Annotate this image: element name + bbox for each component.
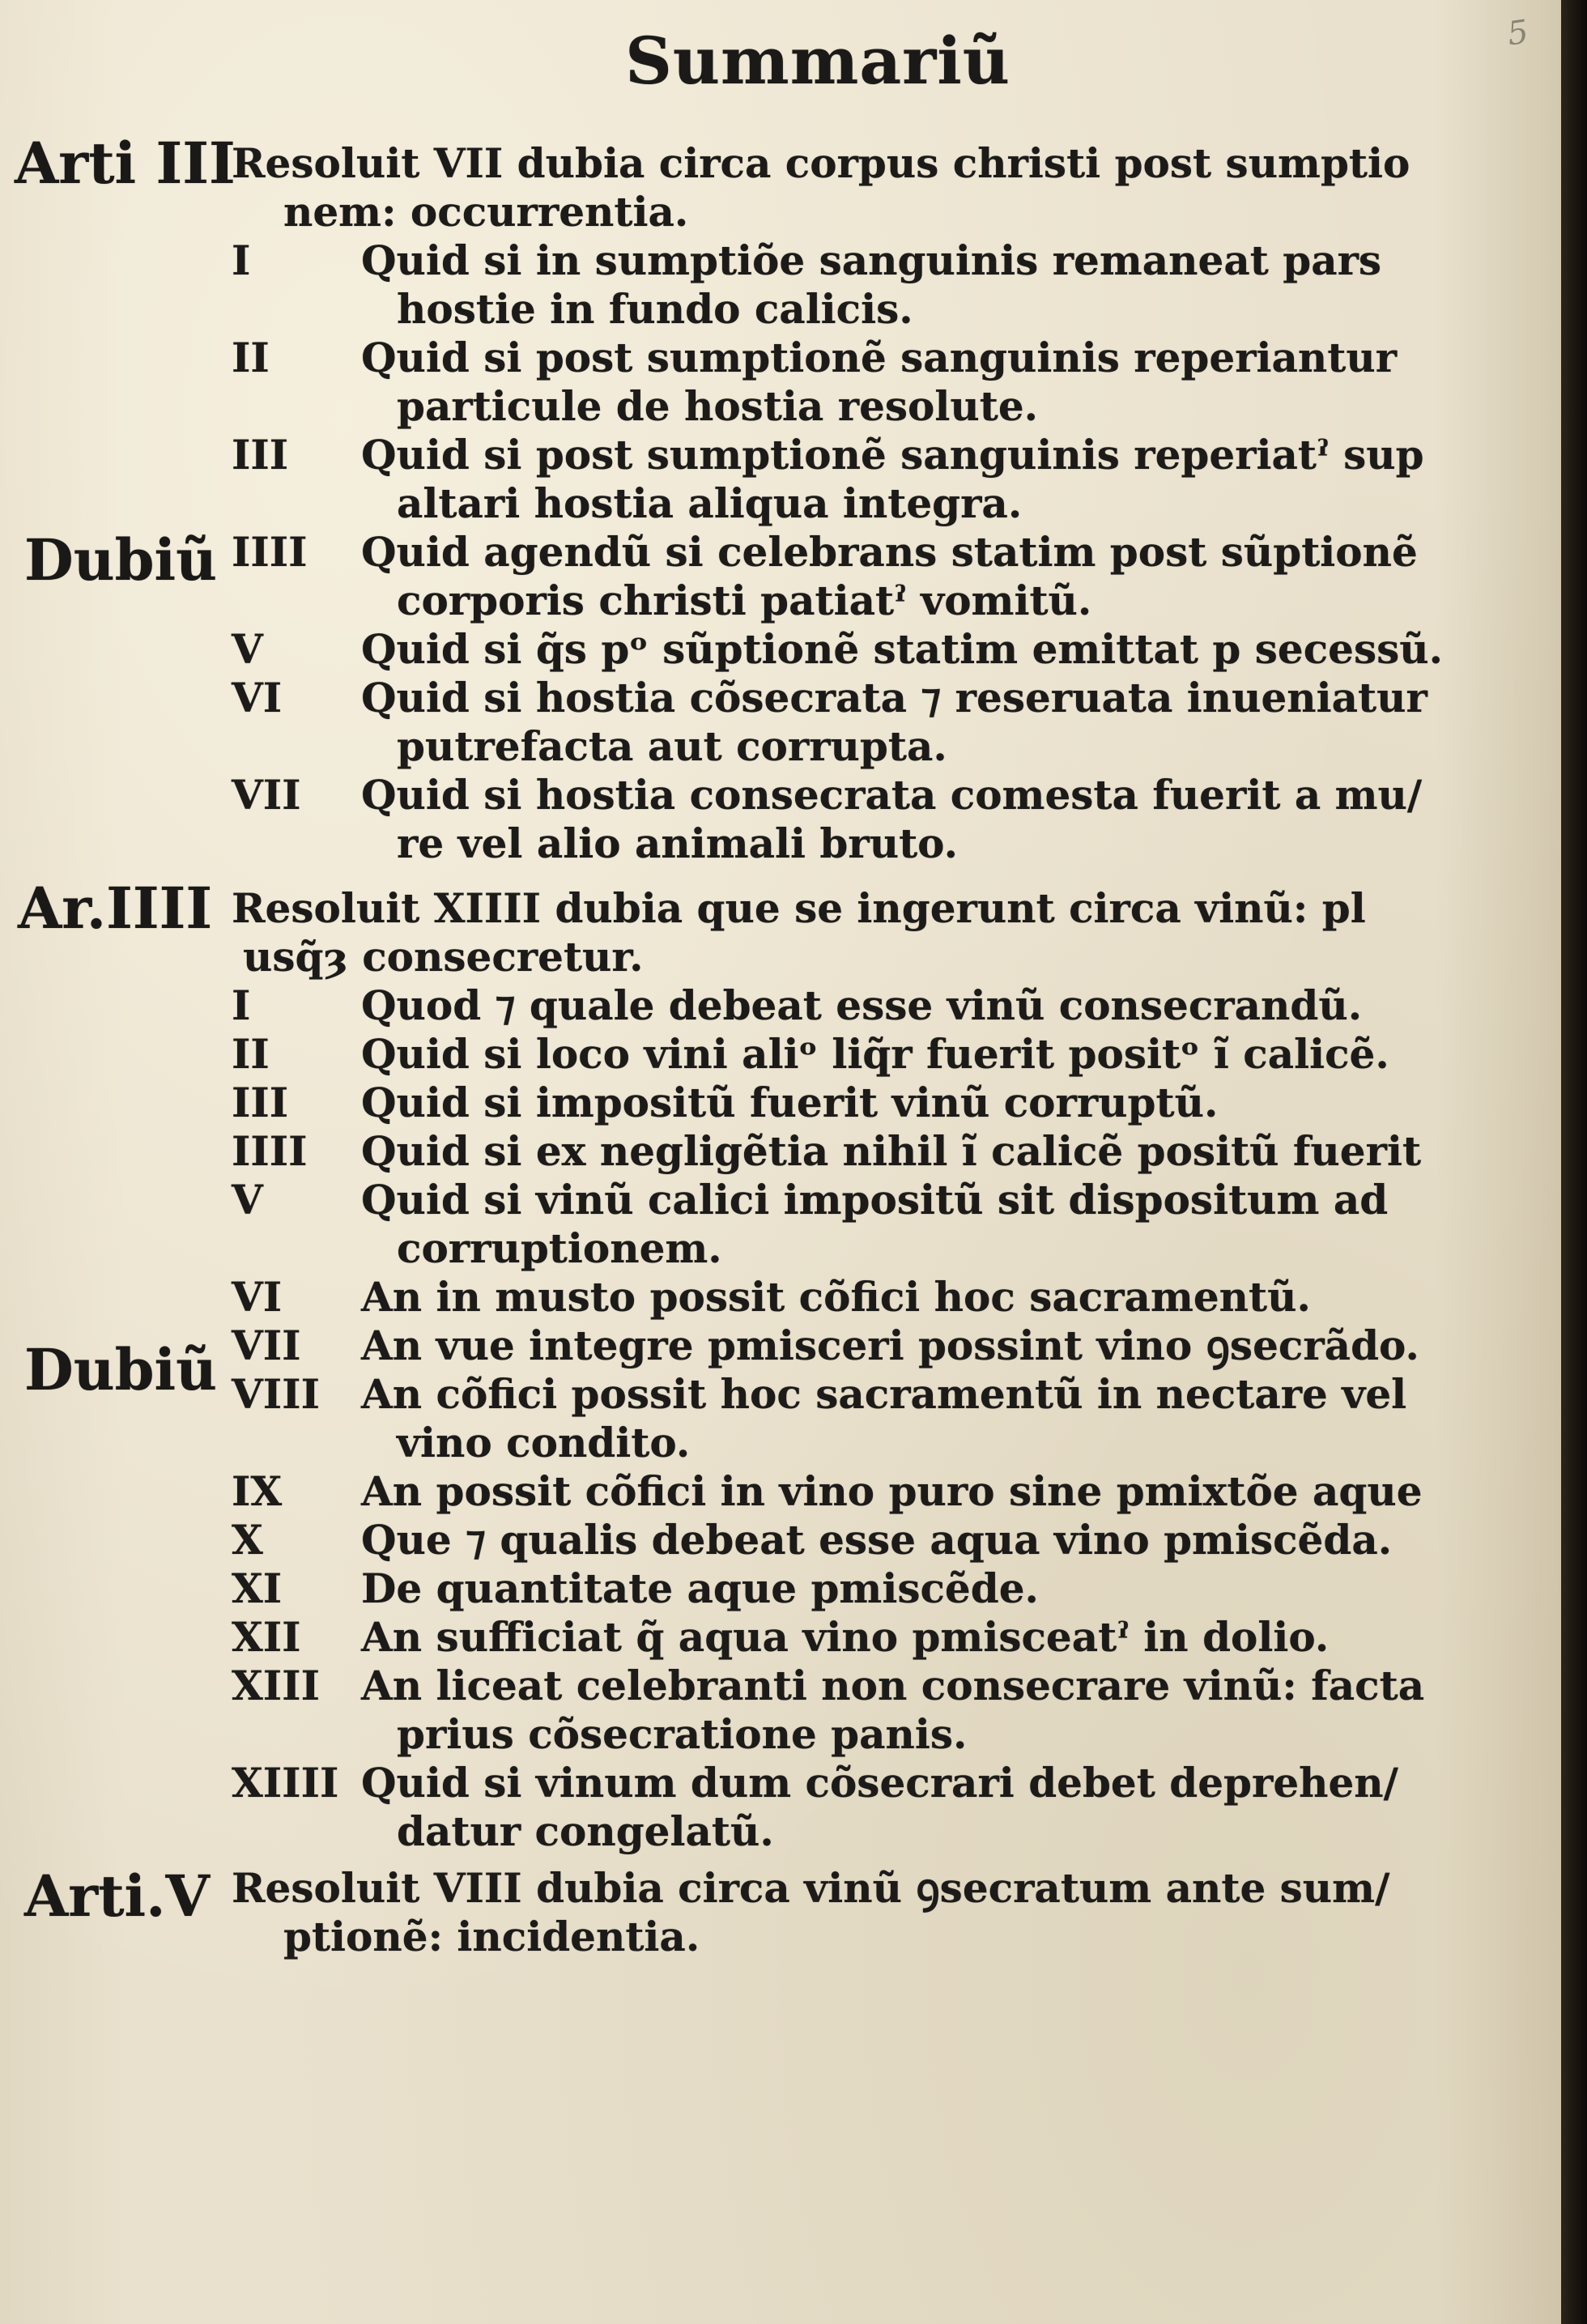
section-3-intro-line-1: Resoluit VIII dubia circa vinũ ꝯsecratum ante sum/ <box>232 1864 1390 1912</box>
item-number: I <box>232 236 251 284</box>
section-1-intro-line-1: Resoluit VII dubia circa corpus christi post sumptio <box>232 139 1410 187</box>
item-number: II <box>232 334 270 381</box>
section-3-intro-line-2: ptionẽ: incidentia. <box>283 1913 700 1960</box>
item-line: corporis christi patiatˀ vomitũ. <box>397 577 1092 624</box>
item-line: An cõfici possit hoc sacramentũ in nectare vel <box>361 1370 1407 1418</box>
item-line: prius cõsecratione panis. <box>397 1710 968 1758</box>
item-line: re vel alio animali bruto. <box>397 819 959 867</box>
item-number: IX <box>232 1467 283 1515</box>
page-heading: Summariũ <box>625 23 1010 99</box>
item-number: VI <box>232 1273 283 1321</box>
item-number: III <box>232 1079 289 1126</box>
item-line: corruptionem. <box>397 1224 722 1272</box>
item-line: Quid si impositũ fuerit vinũ corruptũ. <box>361 1079 1219 1126</box>
item-line: Que ⁊ qualis debeat esse aqua vino pmiscẽda. <box>361 1516 1393 1564</box>
item-number: XII <box>232 1613 301 1661</box>
folio-number: 5 <box>1504 13 1531 53</box>
item-number: IIII <box>232 528 308 576</box>
item-number: VIII <box>232 1370 320 1418</box>
item-line: altari hostia aliqua integra. <box>397 479 1023 527</box>
item-line: An sufficiat q̃ aqua vino pmisceatˀ in dolio. <box>361 1613 1330 1661</box>
item-number: II <box>232 1030 270 1078</box>
item-number: VII <box>232 771 301 819</box>
item-line: particule de hostia resolute. <box>397 382 1039 430</box>
section-2-intro-line-1: Resoluit XIIII dubia que se ingerunt circa vinũ: pl <box>232 884 1366 932</box>
item-line: Quid si hostia consecrata comesta fuerit a mu/ <box>361 771 1423 819</box>
item-number: V <box>232 625 263 673</box>
item-line: Quid si vinũ calici impositũ sit dispositum ad <box>361 1176 1389 1224</box>
item-line: Quod ⁊ quale debeat esse vinũ consecrandũ. <box>361 981 1363 1029</box>
item-line: Quid si q̃s pᵒ sũptionẽ statim emittat p secessũ. <box>361 625 1444 673</box>
item-line: putrefacta aut corrupta. <box>397 722 947 770</box>
item-number: XI <box>232 1564 283 1612</box>
item-line: Quid si post sumptionẽ sanguinis reperiatˀ sup <box>361 431 1424 479</box>
item-line: An possit cõfici in vino puro sine pmixtõe aque <box>361 1467 1423 1515</box>
item-line: Quid si loco vini aliᵒ liq̃r fuerit positᵒ ĩ calicẽ. <box>361 1030 1389 1078</box>
item-number: XIIII <box>232 1759 339 1807</box>
margin-label-dubium-1: Dubiũ <box>24 526 218 594</box>
item-number: XIII <box>232 1662 320 1709</box>
item-number: VI <box>232 674 283 721</box>
item-number: IIII <box>232 1127 308 1175</box>
item-line: Quid si ex negligẽtia nihil ĩ calicẽ positũ fuerit <box>361 1127 1422 1175</box>
book-spine-edge <box>1561 0 1587 2324</box>
section-1-intro-line-2: nem: occurrentia. <box>283 188 689 236</box>
item-line: An in musto possit cõfici hoc sacramentũ. <box>361 1273 1311 1321</box>
item-line: Quid si post sumptionẽ sanguinis reperiantur <box>361 334 1398 381</box>
item-line: Quid si hostia cõsecrata ⁊ reseruata inueniatur <box>361 674 1427 721</box>
margin-label-article-3: Arti III <box>15 130 236 197</box>
item-line: vino condito. <box>397 1419 691 1466</box>
item-line: Quid agendũ si celebrans statim post sũptionẽ <box>361 528 1418 576</box>
item-line: Quid si in sumptiõe sanguinis remaneat pars <box>361 236 1382 284</box>
item-number: III <box>232 431 289 479</box>
item-line: Quid si vinum dum cõsecrari debet deprehen/ <box>361 1759 1398 1807</box>
margin-label-article-4: Ar.IIII <box>18 875 213 942</box>
item-line: An vue integre pmisceri possint vino ꝯsecrãdo. <box>361 1322 1419 1369</box>
item-line: datur congelatũ. <box>397 1807 774 1855</box>
item-line: An liceat celebranti non consecrare vinũ: facta <box>361 1662 1425 1709</box>
item-line: hostie in fundo calicis. <box>397 285 913 333</box>
item-number: I <box>232 981 251 1029</box>
item-number: VII <box>232 1322 301 1369</box>
item-line: De quantitate aque pmiscẽde. <box>361 1564 1039 1612</box>
item-number: X <box>232 1516 263 1564</box>
margin-label-dubium-2: Dubiũ <box>24 1336 218 1403</box>
section-2-intro-line-2: usq̃ȝ consecretur. <box>243 933 644 981</box>
item-number: V <box>232 1176 263 1224</box>
margin-label-article-5: Arti.V <box>24 1862 210 1930</box>
